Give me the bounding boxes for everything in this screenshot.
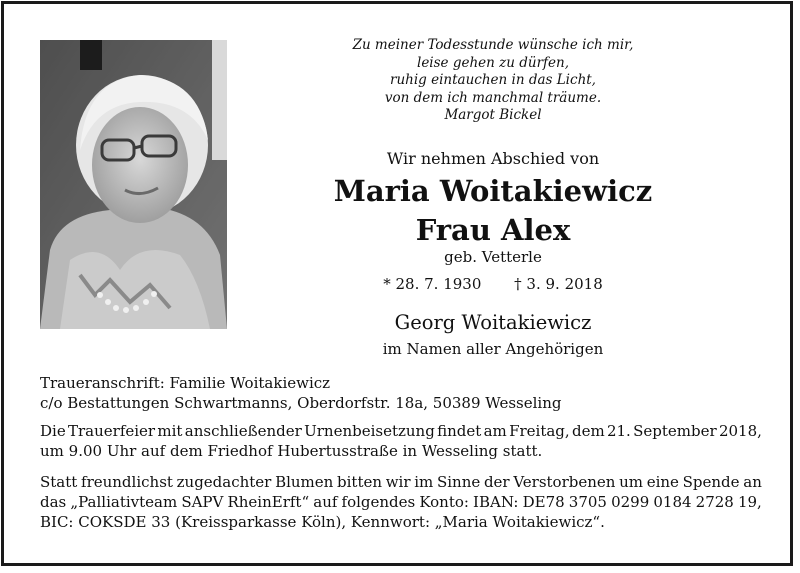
poem-line: leise gehen zu dürfen, (417, 54, 569, 71)
word: eine (646, 473, 679, 491)
donation-line: BIC: COKSDE 33 (Kreissparkasse Köln), Kennwort: „Maria Woitakiewicz“. (40, 513, 605, 531)
word: Die (40, 422, 66, 440)
word: im (414, 473, 434, 491)
word: 0184 (653, 493, 692, 511)
word: anschließender (184, 422, 302, 440)
farewell-intro: Wir nehmen Abschied von (386, 149, 600, 168)
deceased-name: Maria Woitakiewicz (333, 174, 653, 208)
word: 21. (606, 422, 631, 440)
deceased-name-line2: Frau Alex (415, 213, 571, 247)
donation-info (40, 472, 762, 532)
word: mit (157, 422, 183, 440)
word: folgendes (341, 493, 416, 511)
word: bitten (337, 473, 383, 491)
mourner-name: Georg Woitakiewicz (394, 311, 592, 334)
death-date: † 3. 9. 2018 (514, 275, 603, 293)
word: zugedachter (176, 473, 272, 491)
word: 0299 (611, 493, 650, 511)
poem-line: Zu meiner Todesstunde wünsche ich mir, (352, 37, 634, 53)
word: IBAN: (473, 493, 519, 511)
word: RheinErft“ (227, 493, 310, 511)
word: Statt (40, 473, 78, 491)
word: SAPV (181, 493, 224, 511)
word: „Palliativteam (70, 493, 178, 511)
word: 19, (737, 493, 762, 511)
ceremony-line (40, 421, 762, 441)
poem-line: von dem ich manchmal träume. (384, 89, 602, 106)
word: freundlichst (81, 473, 173, 491)
word: Spende (682, 473, 740, 491)
poem-line: ruhig eintauchen in das Licht, (390, 72, 596, 89)
word: der (483, 473, 510, 491)
donation-line (40, 472, 762, 492)
word: dem (571, 422, 605, 440)
word: 2018, (718, 422, 762, 440)
portrait-image (40, 40, 227, 329)
maiden-name: geb. Vetterle (444, 248, 542, 266)
mourning-address (40, 373, 762, 413)
mourner-note: im Namen aller Angehörigen (382, 340, 604, 358)
word: Verstorbenen (513, 473, 616, 491)
address-line: c/o Bestattungen Schwartmanns, Oberdorfstr. 18a, 50389 Wesseling (40, 394, 562, 412)
word: um (619, 473, 644, 491)
word: am (483, 422, 507, 440)
word: wir (385, 473, 411, 491)
address-line: Traueranschrift: Familie Woitakiewicz (40, 374, 331, 392)
word: 2728 (695, 493, 734, 511)
ceremony-info (40, 421, 762, 461)
word: auf (313, 493, 338, 511)
word: DE78 (522, 493, 565, 511)
word: Trauerfeier (68, 422, 156, 440)
poem-author: Margot Bickel (444, 107, 542, 124)
life-dates (320, 275, 666, 293)
word: findet (437, 422, 482, 440)
word: Blumen (275, 473, 334, 491)
word: das (40, 493, 67, 511)
poem (320, 37, 666, 125)
word: September (633, 422, 717, 440)
donation-line (40, 492, 762, 512)
ceremony-line: um 9.00 Uhr auf dem Friedhof Hubertusstraße in Wesseling statt. (40, 442, 543, 460)
word: Konto: (419, 493, 469, 511)
word: an (743, 473, 762, 491)
birth-date: * 28. 7. 1930 (383, 275, 482, 293)
portrait-photo (40, 40, 227, 329)
word: 3705 (568, 493, 607, 511)
word: Sinne (436, 473, 481, 491)
word: Freitag, (509, 422, 570, 440)
word: Urnenbeisetzung (304, 422, 435, 440)
